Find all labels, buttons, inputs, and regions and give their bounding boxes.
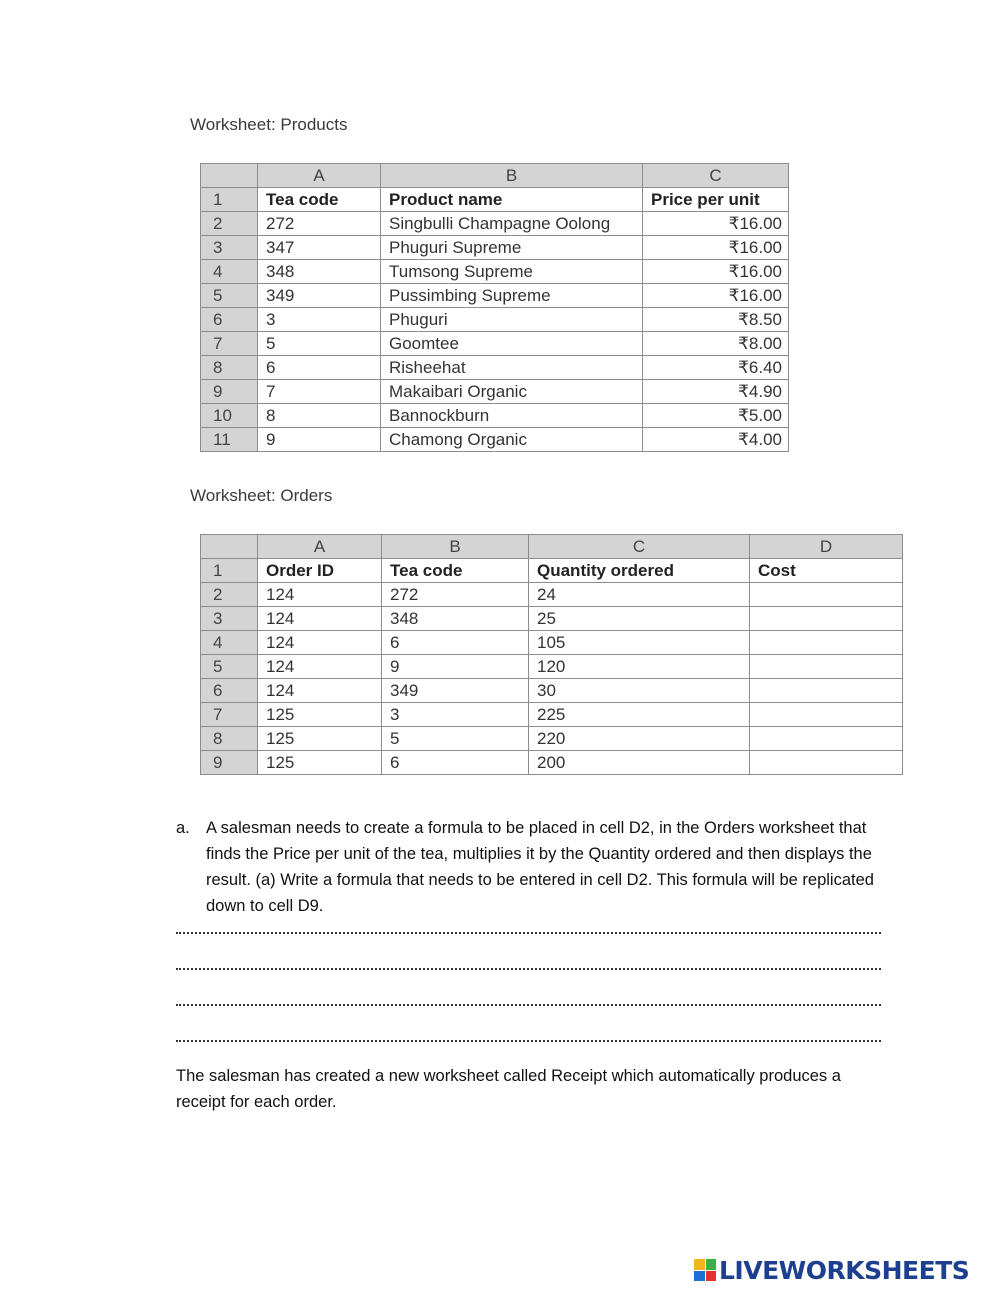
price-cell: ₹16.00 xyxy=(643,260,789,284)
table-row xyxy=(201,236,789,260)
tea-code-cell: 9 xyxy=(382,655,529,679)
row-number: 11 xyxy=(201,428,258,452)
table-row xyxy=(201,308,789,332)
row-number: 5 xyxy=(201,284,258,308)
product-name-cell: Chamong Organic xyxy=(381,428,643,452)
order-id-cell: 124 xyxy=(258,607,382,631)
order-id-cell: 124 xyxy=(258,655,382,679)
table-row xyxy=(201,703,903,727)
column-letter: B xyxy=(381,164,643,188)
table-row xyxy=(201,380,789,404)
liveworksheets-logo xyxy=(694,1256,969,1284)
tea-code-cell: 6 xyxy=(382,751,529,775)
row-number: 8 xyxy=(201,356,258,380)
quantity-cell: 24 xyxy=(529,583,750,607)
column-header-row xyxy=(201,164,789,188)
column-letter: A xyxy=(258,535,382,559)
price-cell: ₹16.00 xyxy=(643,236,789,260)
row-number: 4 xyxy=(201,260,258,284)
table-row xyxy=(201,751,903,775)
table-row xyxy=(201,607,903,631)
order-id-cell: 125 xyxy=(258,751,382,775)
tea-code-cell: 5 xyxy=(258,332,381,356)
product-name-cell: Makaibari Organic xyxy=(381,380,643,404)
tea-code-cell: 6 xyxy=(382,631,529,655)
tea-code-cell: 8 xyxy=(258,404,381,428)
question-text: A salesman needs to create a formula to be placed in cell D2, in the Orders worksheet that finds the Price per unit of the tea, multiplies it by the Quantity ordered and then displays the result. (a) Write a formula that needs to be entered in cell D2. This formula will be replicated down to cell D9. xyxy=(206,819,874,915)
header-cell: Product name xyxy=(381,188,643,212)
header-cell: Tea code xyxy=(258,188,381,212)
field-header-row xyxy=(201,188,789,212)
answer-line[interactable] xyxy=(176,968,881,970)
row-number: 6 xyxy=(201,308,258,332)
row-number: 5 xyxy=(201,655,258,679)
question-a xyxy=(176,815,886,919)
product-name-cell: Tumsong Supreme xyxy=(381,260,643,284)
quantity-cell: 120 xyxy=(529,655,750,679)
price-cell: ₹16.00 xyxy=(643,284,789,308)
products-table xyxy=(200,163,789,452)
column-letter: C xyxy=(529,535,750,559)
table-row xyxy=(201,655,903,679)
receipt-paragraph: The salesman has created a new worksheet called Receipt which automatically produces a receipt for each order. xyxy=(176,1067,841,1111)
row-number: 9 xyxy=(201,751,258,775)
tea-code-cell: 6 xyxy=(258,356,381,380)
field-header-row xyxy=(201,559,903,583)
corner-cell xyxy=(201,535,258,559)
cost-cell[interactable] xyxy=(750,655,903,679)
price-cell: ₹8.00 xyxy=(643,332,789,356)
table-row xyxy=(201,583,903,607)
price-cell: ₹8.50 xyxy=(643,308,789,332)
row-number: 2 xyxy=(201,583,258,607)
cost-cell[interactable] xyxy=(750,631,903,655)
answer-line[interactable] xyxy=(176,932,881,934)
row-number: 8 xyxy=(201,727,258,751)
product-name-cell: Pussimbing Supreme xyxy=(381,284,643,308)
table-row xyxy=(201,404,789,428)
tea-code-cell: 3 xyxy=(258,308,381,332)
price-cell: ₹4.00 xyxy=(643,428,789,452)
product-name-cell: Phuguri Supreme xyxy=(381,236,643,260)
tea-code-cell: 349 xyxy=(258,284,381,308)
product-name-cell: Risheehat xyxy=(381,356,643,380)
logo-square xyxy=(706,1259,717,1270)
column-letter: A xyxy=(258,164,381,188)
product-name-cell: Singbulli Champagne Oolong xyxy=(381,212,643,236)
product-name-cell: Bannockburn xyxy=(381,404,643,428)
table-row xyxy=(201,260,789,284)
answer-line[interactable] xyxy=(176,1004,881,1006)
product-name-cell: Phuguri xyxy=(381,308,643,332)
tea-code-cell: 7 xyxy=(258,380,381,404)
quantity-cell: 200 xyxy=(529,751,750,775)
cost-cell[interactable] xyxy=(750,679,903,703)
price-cell: ₹5.00 xyxy=(643,404,789,428)
row-number: 10 xyxy=(201,404,258,428)
tea-code-cell: 9 xyxy=(258,428,381,452)
header-cell: Tea code xyxy=(382,559,529,583)
logo-mark-icon xyxy=(694,1259,716,1281)
quantity-cell: 105 xyxy=(529,631,750,655)
cost-cell[interactable] xyxy=(750,751,903,775)
order-id-cell: 125 xyxy=(258,703,382,727)
row-number: 1 xyxy=(201,188,258,212)
header-cell: Order ID xyxy=(258,559,382,583)
price-cell: ₹16.00 xyxy=(643,212,789,236)
order-id-cell: 124 xyxy=(258,583,382,607)
tea-code-cell: 349 xyxy=(382,679,529,703)
orders-worksheet-title: Worksheet: Orders xyxy=(190,486,333,505)
answer-line[interactable] xyxy=(176,1040,881,1042)
question-label: a. xyxy=(176,819,190,837)
product-name-cell: Goomtee xyxy=(381,332,643,356)
quantity-cell: 220 xyxy=(529,727,750,751)
tea-code-cell: 348 xyxy=(382,607,529,631)
quantity-cell: 30 xyxy=(529,679,750,703)
orders-table xyxy=(200,534,903,775)
quantity-cell: 225 xyxy=(529,703,750,727)
row-number: 3 xyxy=(201,236,258,260)
table-row xyxy=(201,332,789,356)
row-number: 3 xyxy=(201,607,258,631)
cost-cell[interactable] xyxy=(750,727,903,751)
tea-code-cell: 347 xyxy=(258,236,381,260)
table-row xyxy=(201,356,789,380)
tea-code-cell: 3 xyxy=(382,703,529,727)
order-id-cell: 125 xyxy=(258,727,382,751)
products-worksheet-title: Worksheet: Products xyxy=(190,115,348,134)
row-number: 6 xyxy=(201,679,258,703)
table-row xyxy=(201,284,789,308)
cost-cell[interactable] xyxy=(750,607,903,631)
column-letter: D xyxy=(750,535,903,559)
table-row xyxy=(201,679,903,703)
table-row xyxy=(201,212,789,236)
row-number: 7 xyxy=(201,703,258,727)
logo-square xyxy=(694,1271,705,1282)
column-letter: B xyxy=(382,535,529,559)
quantity-cell: 25 xyxy=(529,607,750,631)
order-id-cell: 124 xyxy=(258,631,382,655)
header-cell: Cost xyxy=(750,559,903,583)
cost-cell[interactable] xyxy=(750,703,903,727)
logo-text: LIVEWORKSHEETS xyxy=(719,1255,970,1285)
tea-code-cell: 272 xyxy=(258,212,381,236)
tea-code-cell: 272 xyxy=(382,583,529,607)
row-number: 1 xyxy=(201,559,258,583)
corner-cell xyxy=(201,164,258,188)
table-row xyxy=(201,428,789,452)
row-number: 4 xyxy=(201,631,258,655)
tea-code-cell: 5 xyxy=(382,727,529,751)
column-letter: C xyxy=(643,164,789,188)
table-row xyxy=(201,727,903,751)
table-row xyxy=(201,631,903,655)
header-cell: Price per unit xyxy=(643,188,789,212)
cost-cell[interactable] xyxy=(750,583,903,607)
tea-code-cell: 348 xyxy=(258,260,381,284)
logo-square xyxy=(706,1271,717,1282)
column-header-row xyxy=(201,535,903,559)
price-cell: ₹6.40 xyxy=(643,356,789,380)
row-number: 2 xyxy=(201,212,258,236)
order-id-cell: 124 xyxy=(258,679,382,703)
logo-square xyxy=(694,1259,705,1270)
price-cell: ₹4.90 xyxy=(643,380,789,404)
row-number: 9 xyxy=(201,380,258,404)
row-number: 7 xyxy=(201,332,258,356)
header-cell: Quantity ordered xyxy=(529,559,750,583)
